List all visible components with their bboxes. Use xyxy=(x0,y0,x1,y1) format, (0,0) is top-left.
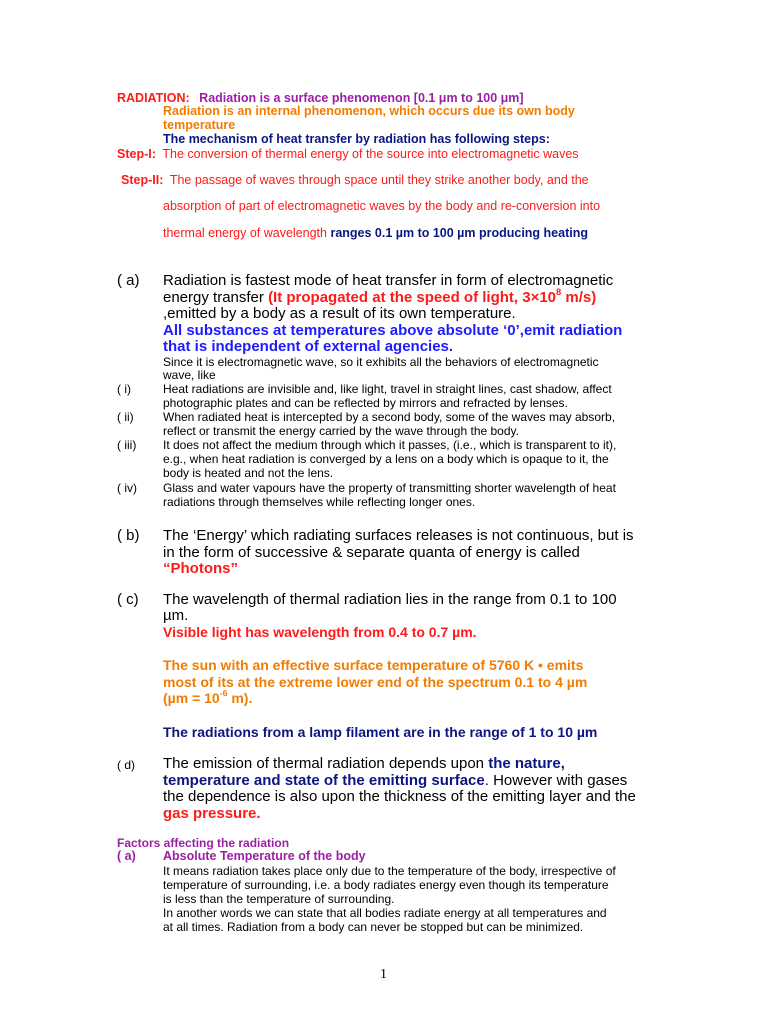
factor-a-line-2: temperature of surrounding, i.e. a body radiates energy even though its temperature xyxy=(163,878,609,892)
internal-phenomenon-text: Radiation is an internal phenomenon, which occurs due its own body xyxy=(163,104,575,118)
speed-of-light-unit: m/s) xyxy=(561,289,597,306)
item-iv-line-1: Glass and water vapours have the property of transmitting shorter wavelength of heat xyxy=(163,481,616,495)
step-1 xyxy=(117,147,579,161)
section-a-line-2 xyxy=(163,289,596,306)
item-iii-line-3: body is heated and not the lens. xyxy=(163,466,334,480)
mechanism-heading: The mechanism of heat transfer by radiation has following steps: xyxy=(163,132,550,146)
factor-a-label: ( a) xyxy=(117,849,136,863)
visible-light-text: Visible light has wavelength from 0.4 to 0.7 µm. xyxy=(163,624,477,640)
section-d-label: ( d) xyxy=(117,758,135,772)
factor-a-title: Absolute Temperature of the body xyxy=(163,849,366,863)
speed-of-light-exponent: 8 xyxy=(556,287,562,298)
micron-definition-a: (µm = 10 xyxy=(163,690,220,706)
section-a-line-1: Radiation is fastest mode of heat transfer in form of electromagnetic xyxy=(163,272,614,289)
section-c-label: ( c) xyxy=(117,591,139,608)
factor-a-line-3: is less than the temperature of surrounding. xyxy=(163,892,395,906)
sun-text-2: most of its at the extreme lower end of the spectrum 0.1 to 4 µm xyxy=(163,674,588,690)
step-2-text-3b: ranges 0.1 µm to 100 µm producing heating xyxy=(330,226,588,240)
sun-text-1: The sun with an effective surface temperature of 5760 K • emits xyxy=(163,657,584,673)
item-ii-label: ( ii) xyxy=(117,410,134,424)
item-ii-line-1: When radiated heat is intercepted by a second body, some of the waves may absorb, xyxy=(163,410,616,424)
lamp-filament-text: The radiations from a lamp filament are in the range of 1 to 10 µm xyxy=(163,724,598,740)
step-2-label: Step-II: xyxy=(121,173,164,187)
speed-of-light-main: (It propagated at the speed of light, 3×10 xyxy=(268,289,557,306)
section-d-line-1 xyxy=(163,755,565,772)
section-c-line-2: µm. xyxy=(163,607,189,624)
step-2-line-3 xyxy=(163,226,588,240)
gas-pressure-text: gas pressure. xyxy=(163,805,261,822)
section-b-line-1: The ‘Energy’ which radiating surfaces releases is not continuous, but is xyxy=(163,527,634,544)
section-b-label: ( b) xyxy=(117,527,140,544)
item-iv-line-2: radiations through themselves while reflecting longer ones. xyxy=(163,495,476,509)
section-a-line-5: that is independent of external agencies. xyxy=(163,338,454,355)
factors-heading: Factors affecting the radiation xyxy=(117,836,290,850)
step-2 xyxy=(121,173,589,187)
micron-definition-b: m). xyxy=(227,690,253,706)
item-i-line-2: photographic plates and can be reflected by mirrors and refracted by lenses. xyxy=(163,396,568,410)
section-b-line-2: in the form of successive & separate quanta of energy is called xyxy=(163,544,580,561)
factor-a-line-4: In another words we can state that all bodies radiate energy at all temperatures and xyxy=(163,906,607,920)
item-i-label: ( i) xyxy=(117,382,131,396)
section-a-label: ( a) xyxy=(117,272,140,289)
step-2-text-2: absorption of part of electromagnetic waves by the body and re-conversion into xyxy=(163,199,601,213)
section-a-line-7: wave, like xyxy=(163,368,216,382)
section-d-line-2 xyxy=(163,772,627,789)
section-a-line-2a: energy transfer xyxy=(163,289,269,306)
section-a-line-3: ,emitted by a body as a result of its own temperature. xyxy=(163,305,516,322)
header-line-1 xyxy=(117,91,524,105)
step-2-text-1: The passage of waves through space until they strike another body, and the xyxy=(169,173,589,187)
item-iii-line-1: It does not affect the medium through which it passes, (i.e., which is transparent to it), xyxy=(163,438,617,452)
surface-phenomenon-text: Radiation is a surface phenomenon [0.1 μm to 100 μm] xyxy=(199,91,524,105)
step-2-text-3a: thermal energy of wavelength xyxy=(163,226,331,240)
section-a-line-4: All substances at temperatures above absolute ‘0’,emit radiation xyxy=(163,322,623,339)
micron-exponent: -6 xyxy=(219,688,228,699)
section-a-line-6: Since it is electromagnetic wave, so it exhibits all the behaviors of electromagnetic xyxy=(163,355,599,369)
radiation-label: RADIATION: xyxy=(117,91,190,105)
item-iii-line-2: e.g., when heat radiation is converged by a lens on a body which is opaque to it, the xyxy=(163,452,609,466)
factor-a-line-5: at all times. Radiation from a body can never be stopped but can be minimized. xyxy=(163,920,584,934)
section-c-line-1: The wavelength of thermal radiation lies in the range from 0.1 to 100 xyxy=(163,591,617,608)
sun-text-3 xyxy=(163,690,252,707)
item-iv-label: ( iv) xyxy=(117,481,137,495)
step-1-label: Step-I: xyxy=(117,147,156,161)
photons-term: “Photons” xyxy=(163,560,238,577)
section-d-line-1b: the nature, xyxy=(488,755,565,772)
step-1-text: The conversion of thermal energy of the source into electromagnetic waves xyxy=(162,147,579,161)
internal-phenomenon-text-cont: temperature xyxy=(163,118,236,132)
item-i-line-1: Heat radiations are invisible and, like light, travel in straight lines, cast shadow, affect xyxy=(163,382,612,396)
section-d-line-2a: temperature and state of the emitting surface xyxy=(163,772,485,789)
speed-of-light-text xyxy=(268,289,596,306)
factor-a-line-1: It means radiation takes place only due to the temperature of the body, irrespective of xyxy=(163,864,616,878)
section-d-line-1a: The emission of thermal radiation depends upon xyxy=(163,755,489,772)
item-iii-label: ( iii) xyxy=(117,438,137,452)
item-ii-line-2: reflect or transmit the energy carried by the wave through the body. xyxy=(163,424,519,438)
section-d-line-2b: . However with gases xyxy=(484,772,628,789)
section-d-line-3: the dependence is also upon the thickness of the emitting layer and the xyxy=(163,788,636,805)
page-number: 1 xyxy=(380,967,387,982)
